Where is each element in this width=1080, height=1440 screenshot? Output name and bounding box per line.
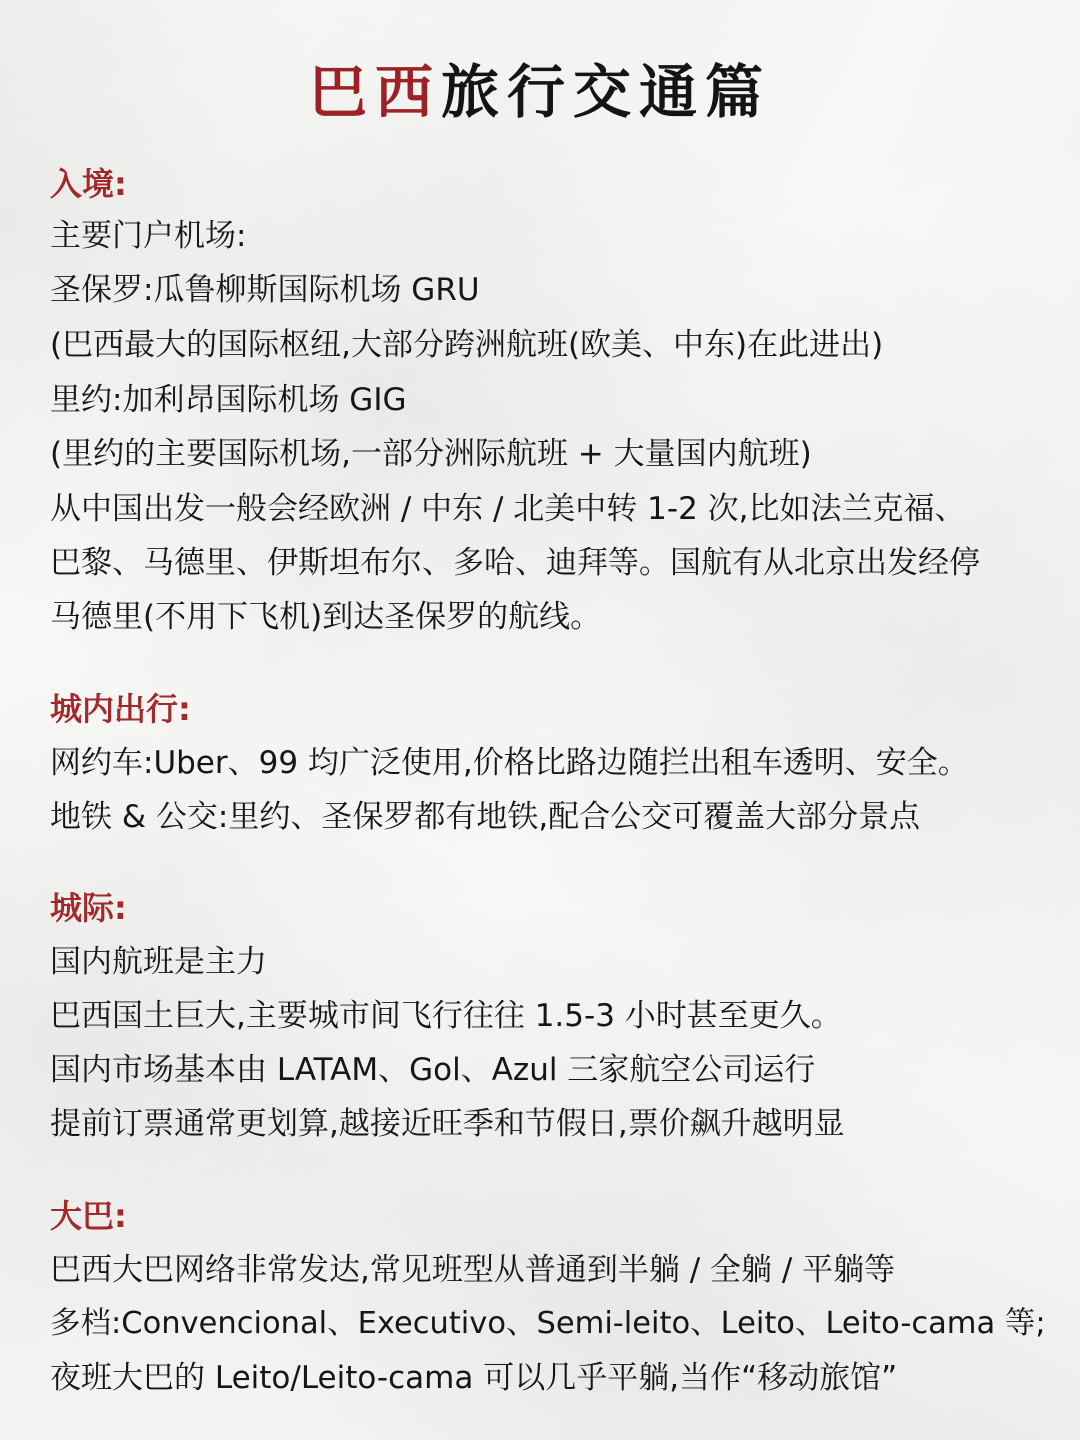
- title-accent: 巴西: [308, 58, 441, 126]
- section-line: 巴黎、马德里、伊斯坦布尔、多哈、迪拜等。国航有从北京出发经停: [50, 545, 980, 581]
- section-line: 国内航班是主力: [50, 944, 267, 980]
- section-line: 马德里(不用下飞机)到达圣保罗的航线。: [50, 599, 602, 635]
- section-line: 圣保罗:瓜鲁柳斯国际机场 GRU: [50, 272, 480, 308]
- section-line: 夜班大巴的 Leito/Leito-cama 可以几乎平躺,当作“移动旅馆”: [50, 1360, 898, 1396]
- section-line: 巴西国土巨大,主要城市间飞行往往 1.5-3 小时甚至更久。: [50, 998, 842, 1034]
- section-heading: 大巴:: [50, 1197, 127, 1235]
- section-line: (里约的主要国际机场,一部分洲际航班 + 大量国内航班): [50, 436, 812, 472]
- section-heading: 城内出行:: [50, 690, 191, 728]
- section-line: 里约:加利昂国际机场 GIG: [50, 382, 407, 418]
- section-line: 国内市场基本由 LATAM、Gol、Azul 三家航空公司运行: [50, 1052, 816, 1088]
- section-line: 提前订票通常更划算,越接近旺季和节假日,票价飙升越明显: [50, 1106, 845, 1142]
- section-line: 巴西大巴网络非常发达,常见班型从普通到半躺 / 全躺 / 平躺等: [50, 1252, 896, 1288]
- section-line: 从中国出发一般会经欧洲 / 中东 / 北美中转 1-2 次,比如法兰克福、: [50, 491, 966, 527]
- page-title: [0, 42, 1080, 142]
- section-line: 主要门户机场:: [50, 218, 247, 254]
- section-line: 地铁 & 公交:里约、圣保罗都有地铁,配合公交可覆盖大部分景点: [50, 799, 921, 835]
- section-heading: 城际:: [50, 889, 127, 927]
- section-line: 多档:Convencional、Executivo、Semi-leito、Leito、Leito-cama 等;: [50, 1306, 1046, 1341]
- section-heading: 入境:: [50, 165, 127, 203]
- section-line: (巴西最大的国际枢纽,大部分跨洲航班(欧美、中东)在此进出): [50, 327, 884, 363]
- title-rest: 旅行交通篇: [441, 58, 772, 126]
- section-line: 网约车:Uber、99 均广泛使用,价格比路边随拦出租车透明、安全。: [50, 745, 969, 781]
